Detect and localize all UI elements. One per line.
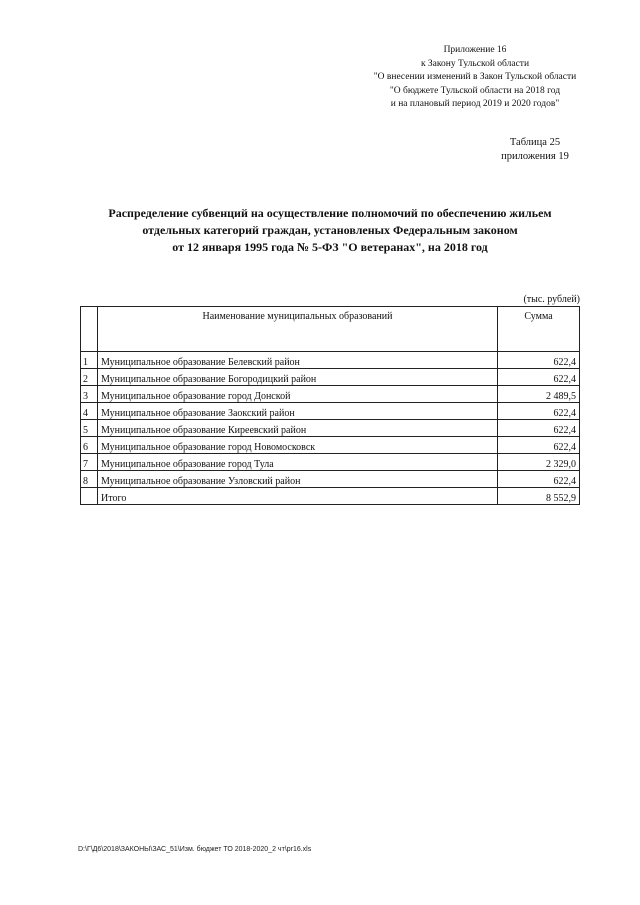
table-row — [81, 454, 580, 471]
appendix-line: к Закону Тульской области — [420, 58, 530, 69]
row-name: Муниципальное образование Узловский район — [98, 471, 498, 488]
row-number: 8 — [81, 471, 98, 488]
row-name: Муниципальное образование Киреевский район — [98, 420, 498, 437]
row-sum: 622,4 — [498, 420, 580, 437]
table-appendix: приложения 19 — [501, 151, 569, 162]
table-header-row — [81, 307, 580, 352]
row-name: Муниципальное образование Заокский район — [98, 403, 498, 420]
row-number: 6 — [81, 437, 98, 454]
header-sum-cell: Сумма — [498, 307, 580, 352]
file-path-footer: D:\Г\Д6\2018\ЗАКОНЫ\ЗАС_51\Изм. бюджет ТО 2018-2020_2 чт\pr16.xls — [78, 846, 312, 853]
title-line: от 12 января 1995 года № 5-ФЗ "О ветеранах", на 2018 год — [172, 240, 488, 254]
table-row — [81, 420, 580, 437]
table-row — [81, 403, 580, 420]
row-number: 3 — [81, 386, 98, 403]
subvention-table — [80, 306, 580, 505]
appendix-line: "О бюджете Тульской области на 2018 год — [389, 85, 561, 96]
row-number: 4 — [81, 403, 98, 420]
title-line: отдельных категорий граждан, установленых Федеральным законом — [142, 223, 518, 237]
total-sum: 8 552,9 — [498, 488, 580, 505]
row-number: 5 — [81, 420, 98, 437]
row-sum: 622,4 — [498, 369, 580, 386]
row-name: Муниципальное образование Белевский район — [98, 352, 498, 369]
title-line: Распределение субвенций на осуществление полномочий по обеспечению жильем — [108, 206, 552, 220]
document-title — [60, 205, 600, 256]
table-number: Таблица 25 — [509, 137, 561, 148]
total-number — [81, 488, 98, 505]
table-row — [81, 471, 580, 488]
row-name: Муниципальное образование город Тула — [98, 454, 498, 471]
appendix-reference — [360, 44, 590, 112]
table-row — [81, 386, 580, 403]
row-sum: 2 329,0 — [498, 454, 580, 471]
appendix-line: Приложение 16 — [443, 45, 507, 55]
table-reference — [490, 136, 580, 164]
units-label: (тыс. рублей) — [523, 294, 580, 305]
table-row — [81, 437, 580, 454]
row-sum: 622,4 — [498, 471, 580, 488]
row-sum: 622,4 — [498, 352, 580, 369]
row-number: 7 — [81, 454, 98, 471]
row-name: Муниципальное образование город Новомосковск — [98, 437, 498, 454]
table-row — [81, 369, 580, 386]
row-name: Муниципальное образование город Донской — [98, 386, 498, 403]
row-number: 2 — [81, 369, 98, 386]
total-label: Итого — [98, 488, 498, 505]
table-total-row — [81, 488, 580, 505]
header-name-cell: Наименование муниципальных образований — [98, 307, 498, 352]
appendix-line: и на плановый период 2019 и 2020 годов" — [390, 99, 560, 109]
row-name: Муниципальное образование Богородицкий район — [98, 369, 498, 386]
row-sum: 2 489,5 — [498, 386, 580, 403]
row-sum: 622,4 — [498, 403, 580, 420]
table-row — [81, 352, 580, 369]
header-number-cell — [81, 307, 98, 352]
appendix-line: "О внесении изменений в Закон Тульской области — [373, 72, 577, 82]
row-number: 1 — [81, 352, 98, 369]
row-sum: 622,4 — [498, 437, 580, 454]
